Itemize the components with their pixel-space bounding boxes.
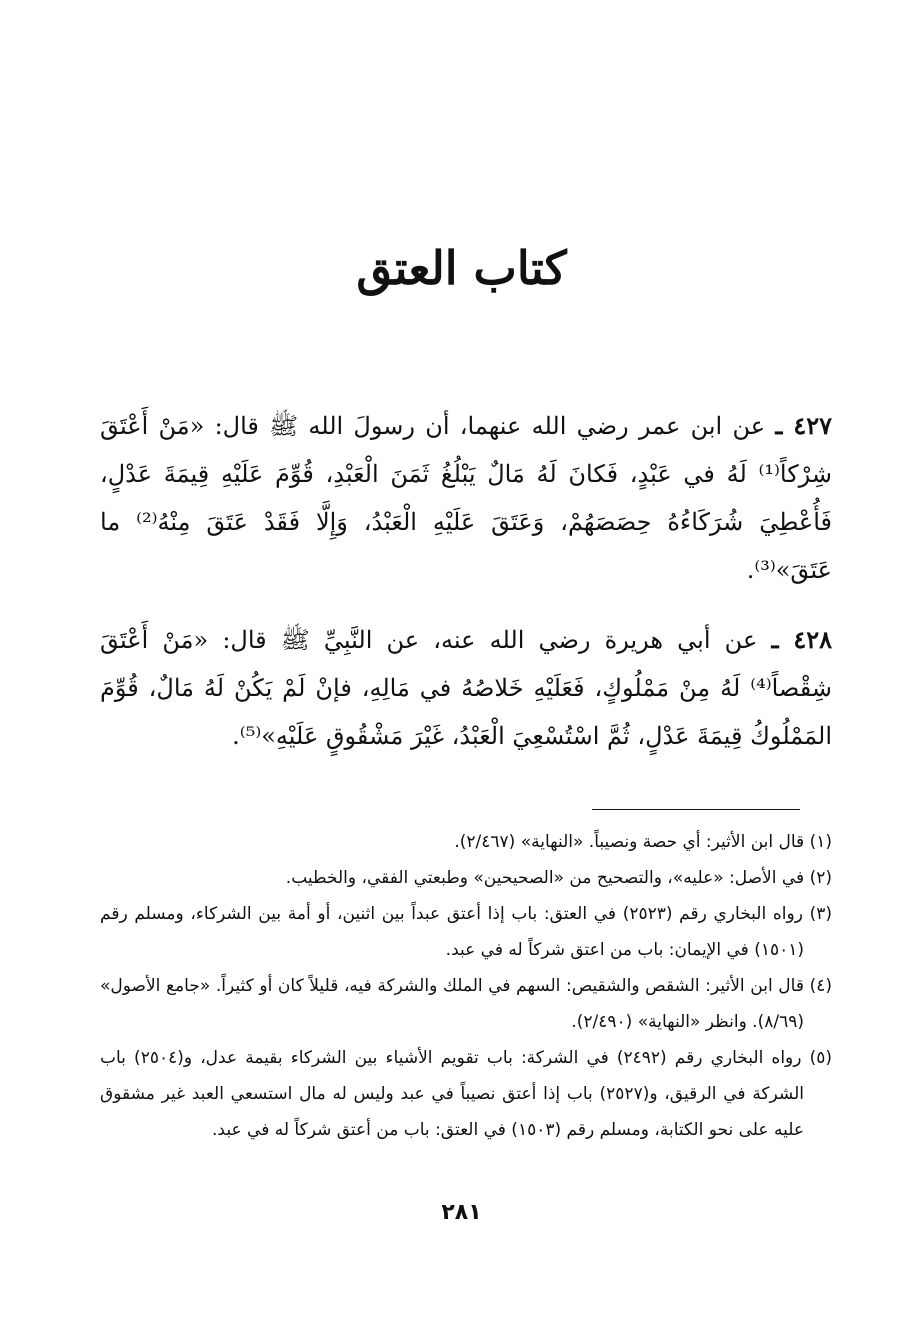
hadith-number: ٤٢٧ ـ <box>775 411 832 440</box>
footnote-3: (٣) رواه البخاري رقم (٢٥٢٣) في العتق: باب إذا أعتق عبداً بين اثنين، أو أمة بين الشركاء، ومسلم رقم (١٥٠١) في الإيمان: باب من اعتق شركاً له في عبد. <box>100 904 832 960</box>
footnote-1: (١) قال ابن الأثير: أي حصة ونصيباً. «النهاية» (٢/٤٦٧). <box>454 832 832 852</box>
hadith-text: عن أبي هريرة رضي الله عنه، عن النَّبِيِّ ﷺ قال: «مَنْ أَعْتَقَ شِقْصاً⁽⁴⁾ لَهُ مِنْ مَمْلُوكٍ، فَعَلَيْهِ خَلاصُهُ في مَالِهِ، فإنْ لَمْ يَكُنْ لَهُ مَالٌ، قُوِّمَ المَمْلُوكُ قِيمَةَ عَدْلٍ، ثُمَّ اسْتُسْعِيَ الْعَبْدُ، غَيْرَ مَشْقُوقٍ عَلَيْهِ»⁽⁵⁾. <box>100 626 832 750</box>
hadith-body <box>100 402 832 782</box>
hadith-428 <box>100 616 832 760</box>
footnote-5: (٥) رواه البخاري رقم (٢٤٩٢) في الشركة: باب تقويم الأشياء بين الشركاء بقيمة عدل، و(٢٥٠٤) باب الشركة في الرقيق، و(٢٥٢٧) باب إذا أعتق نصيباً في عبد وليس له مال استسعي العبد غير مشقوق عليه على نحو الكتابة، ومسلم رقم (١٥٠٣) في العتق: باب من أعتق شركاً له في عبد. <box>100 1048 833 1140</box>
footnote-separator <box>592 809 800 810</box>
page-number: ٢٨١ <box>441 1200 482 1225</box>
footnotes <box>100 824 832 1148</box>
hadith-text: عن ابن عمر رضي الله عنهما، أن رسولَ الله ﷺ قال: «مَنْ أَعْتَقَ شِرْكاً⁽¹⁾ لَهُ في عَبْدٍ، فَكانَ لَهُ مَالٌ يَبْلُغُ ثَمَنَ الْعَبْدِ، قُوِّمَ عَلَيْهِ قِيمَةَ عَدْلٍ، فَأُعْطِيَ شُرَكَاءُهُ حِصَصَهُمْ، وَعَتَقَ عَلَيْهِ الْعَبْدُ، وَإِلَّا فَقَدْ عَتَقَ مِنْهُ⁽²⁾ ما عَتَقَ»⁽³⁾. <box>100 412 832 584</box>
footnote-2: (٢) في الأصل: «عليه»، والتصحيح من «الصحيحين» وطبعتي الفقي، والخطيب. <box>285 868 832 888</box>
hadith-427 <box>100 402 832 594</box>
footnote-4: (٤) قال ابن الأثير: الشقص والشقيص: السهم في الملك والشركة فيه، قليلاً كان أو كثيراً. «جامع الأصول» (٨/٦٩). وانظر «النهاية» (٢/٤٩٠). <box>100 976 832 1032</box>
chapter-title: كتاب العتق <box>356 241 567 295</box>
hadith-number: ٤٢٨ ـ <box>771 625 833 654</box>
